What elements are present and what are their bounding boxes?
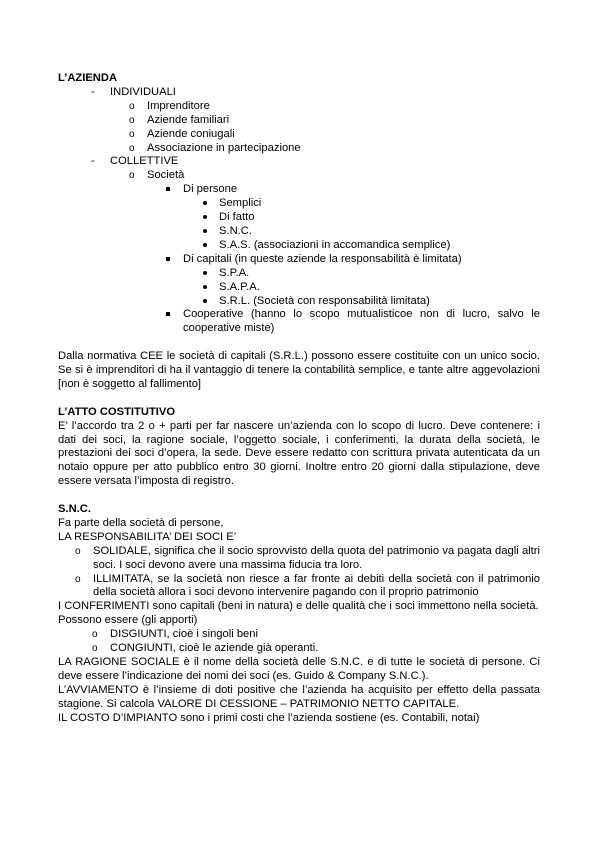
section-title-azienda: L’AZIENDA [58,72,118,84]
circle-bullet-icon: o [129,100,135,112]
section-title-snc: S.N.C. [58,503,91,516]
document-page [58,72,540,726]
list-item: o Aziende coniugali [129,127,235,140]
list-item: o DISGIUNTI, cioè i singoli beni [92,628,258,641]
list-item: S.N.C. [58,225,540,239]
list-item: S.P.A. [58,267,540,281]
list-item: S.A.P.A. [58,281,540,295]
circle-bullet-icon: o [75,545,81,557]
list-item-illimitata: o ILLIMITATA, se la società non riesce a far fronte ai debiti della società con il patrimonio della società allora i soci devono intervenire pagando con il proprio patrimonio [75,572,540,599]
list-item-cooperative: Cooperative (hanno lo scopo mutualisticoe non di lucro, salvo le cooperative miste) [58,308,540,336]
list-item: Semplici [58,197,540,211]
paragraph-costo-impianto: IL COSTO D’IMPIANTO sono i primi costi che l’azienda sostiene (es. Contabili, notai) [58,711,480,724]
list-item-individuali: - INDIVIDUALI [91,85,176,98]
text-line: Fa parte della società di persone, [58,516,224,529]
circle-bullet-icon: o [129,114,135,126]
dot-bullet-icon [203,197,207,211]
dash-marker: - [91,155,95,168]
list-item: o Aziende familiari [129,113,230,126]
list-item-collettive: - COLLETTIVE [91,155,179,168]
list-item: o Associazione in partecipazione [129,141,301,154]
list-item: o CONGIUNTI, cioè le aziende già operanti. [92,642,319,655]
circle-bullet-icon: o [129,170,135,182]
list-item: S.R.L. (Società con responsabilità limitata) [58,295,540,309]
section-title-atto: L’ATTO COSTITUTIVO [58,405,176,418]
square-bullet-icon [166,253,170,267]
text-line: Possono essere (gli apporti) [58,614,198,627]
list-item-di-persone: Di persone [58,183,540,197]
text-line: LA RESPONSABILITA’ DEI SOCI E’ [58,530,237,543]
list-item-societa: o Società [129,169,185,182]
list-item: Di fatto [58,211,540,225]
paragraph-ragione-sociale: LA RAGIONE SOCIALE è il nome della società delle S.N.C. e di tutte le società di persone. Ci deve essere l’indicazione dei nomi dei soci (es. Guido & Company S.N.C.). [58,656,540,682]
circle-bullet-icon: o [129,128,135,140]
circle-bullet-icon: o [92,643,98,655]
paragraph-normativa: Dalla normativa CEE le società di capitali (S.R.L.) possono essere costituite con un unico socio. Se si è imprenditori di ha il vantaggio di tenere la contabilità semplice, e tante altre aggevolazioni [non è soggetto al fallimento] [58,350,540,390]
dot-bullet-icon [203,295,207,309]
circle-bullet-icon: o [129,142,135,154]
dot-bullet-icon [203,281,207,295]
paragraph-atto: E’ l’accordo tra 2 o + parti per far nascere un’azienda con lo scopo di lucro. Deve contenere: i dati dei soci, la ragione sociale, l’oggetto sociale, i conferimenti, la durata della società, le prestazioni dei soci d’opera, la sede. Deve essere redatto con scrittura privata autenticata da un notaio oppure per atto pubblico entro 30 giorni. Inoltre entro 20 giorni dalla stipulazione, deve essere versata l’imposta di registro. [58,419,540,488]
paragraph-avviamento: L’AVVIAMENTO è l’insieme di doti positive che l’azienda ha acquisito per effetto della passata stagione. Si calcola VALORE DI CESSIONE – PATRIMONIO NETTO CAPITALE. [58,683,540,710]
circle-bullet-icon: o [75,573,81,585]
paragraph-conferimenti: I CONFERIMENTI sono capitali (beni in natura) e delle qualità che i soci immettono nella società. [58,600,539,613]
circle-bullet-icon: o [92,629,98,641]
dot-bullet-icon [203,225,207,239]
list-item: o Imprenditore [129,99,210,112]
list-item: S.A.S. (associazioni in accomandica semplice) [58,239,540,253]
dot-bullet-icon [203,211,207,225]
list-item-solidale: o SOLIDALE, significa che il socio sprovvisto della quota del patrimonio va pagata dagli altri soci. I soci devono avere una massima fiducia tra loro. [75,544,540,571]
square-bullet-icon [166,308,170,322]
dash-marker: - [91,85,95,98]
square-bullet-icon [166,183,170,197]
list-item-di-capitali: Di capitali (in queste aziende la responsabilità è limitata) [58,253,540,267]
dot-bullet-icon [203,239,207,253]
dot-bullet-icon [203,267,207,281]
